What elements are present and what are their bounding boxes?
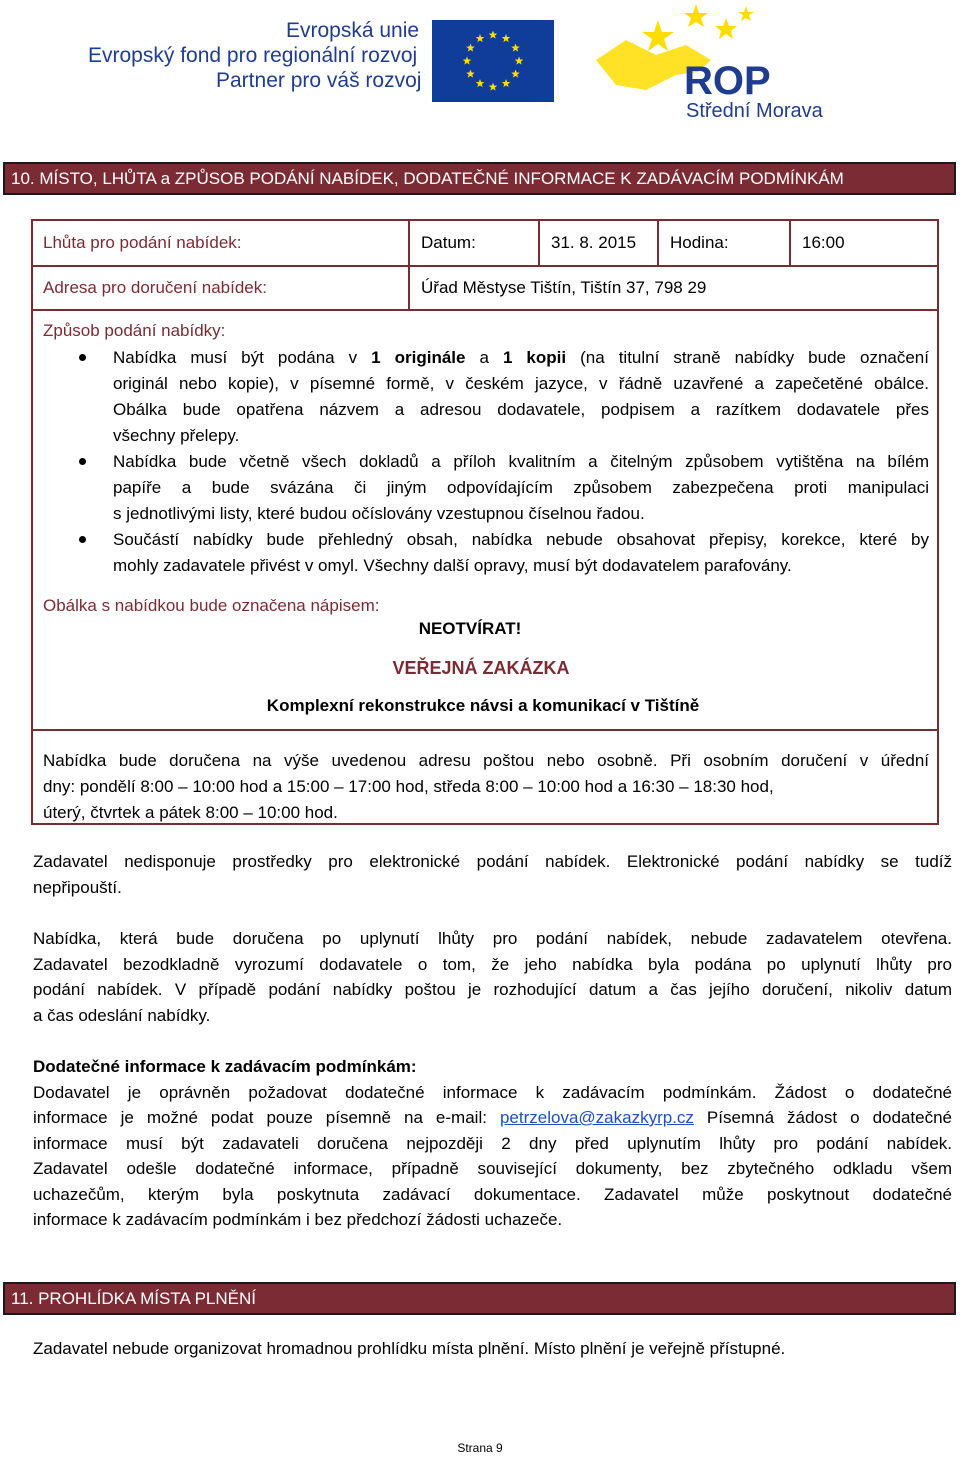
late-submission-paragraph: Nabídka, která bude doručena po uplynutí lhůty pro podání nabídek, nebude zadavatelem otevřena. Zadavatel bezodkladně vyrozumí dodavatele o tom, že jeho nabídka byla podána po uplynutí lhůty pro podání nabídek. V případě podání nabídky poštou je rozhodující datum a čas jejího doručení, nikoliv datum a čas odeslání nabídky. [33, 929, 952, 1025]
section-11-heading: 11. PROHLÍDKA MÍSTA PLNĚNÍ [3, 1282, 956, 1315]
bullet-1: Nabídka musí být podána v 1 originále a 1 kopii (na titulní straně nabídky bude označení originál nebo kopie), v písemné formě, v českém jazyce, v řádně uzavřené a zapečetěné obálce. Obálka bude opatřena názvem a adresou dodavatele, podpisem a razítkem dodavatele přes všechny přelepy. [113, 345, 929, 449]
bullet-dot [79, 458, 86, 465]
envelope-label: Obálka s nabídkou bude označena nápisem: [43, 596, 380, 615]
bullet-dot [79, 354, 86, 361]
date-label: Datum: [421, 233, 476, 252]
section-10-heading: 10. MÍSTO, LHŮTA a ZPŮSOB PODÁNÍ NABÍDEK, DODATEČNÉ INFORMACE K ZADÁVACÍM PODMÍNKÁM [3, 162, 956, 195]
eu-fund-logo-text [88, 18, 428, 93]
bullet-1-line-4: všechny přelepy. [113, 426, 240, 445]
date-value: 31. 8. 2015 [551, 233, 637, 252]
email-link[interactable]: petrzelova@zakazkyrp.cz [499, 1108, 694, 1127]
address-row [33, 267, 937, 311]
bullet-1-line-3: Obálka bude opatřena názvem a adresou dodavatele, podpisem a razítkem dodavatele přes [113, 400, 929, 419]
envelope-do-not-open: NEOTVÍRAT! [418, 619, 522, 638]
eu-line-1: Evropská unie [286, 19, 420, 42]
bullet-dot [79, 536, 86, 543]
address-label: Adresa pro doručení nabídek: [43, 278, 267, 297]
rop-subtitle: Střední Morava [686, 100, 823, 122]
bullet-3: Součástí nabídky bude přehledný obsah, nabídka nebude obsahovat přepisy, korekce, které by mohly zadavatele přivést v omyl. Všechny další opravy, musí být dodavatelem parafovány. [113, 530, 929, 575]
rop-logo [586, 0, 846, 125]
address-value: Úřad Městyse Tištín, Tištín 37, 798 29 [421, 278, 707, 297]
delivery-info: Nabídka bude doručena na výše uvedenou adresu poštou nebo osobně. Při osobním doručení v úřední dny: pondělí 8:00 – 10:00 hod a 15:00 – 17:00 hod, středa 8:00 – 10:00 hod a 16:30 – 18:30 hod, úterý, čtvrtek a pátek 8:00 – 10:00 hod. [43, 751, 929, 822]
method-label: Způsob podání nabídky: [43, 321, 226, 340]
envelope-contract-name: Komplexní rekonstrukce návsi a komunikací v Tištíně [266, 696, 700, 715]
eu-flag-icon [432, 20, 554, 102]
hour-label: Hodina: [670, 233, 729, 252]
hour-value: 16:00 [802, 233, 845, 252]
bullet-2: Nabídka bude včetně všech dokladů a příloh kvalitním a čitelným způsobem vytištěna na bílém papíře a bude svázána či jiným odpovídajícím způsobem zabezpečena proti manipulaci s jednotlivými listy, které budou očíslovány vzestupnou číselnou řadou. [113, 452, 929, 523]
eu-line-2: Evropský fond pro regionální rozvoj [88, 44, 418, 67]
rop-title: ROP [684, 59, 771, 103]
deadline-label: Lhůta pro podání nabídek: [43, 233, 242, 252]
electronic-submission-paragraph: Zadavatel nedisponuje prostředky pro elektronické podání nabídek. Elektronické podání nabídky se tudíž nepřipouští. [33, 852, 952, 897]
envelope-public-contract: VEŘEJNÁ ZAKÁZKA [392, 658, 570, 678]
site-visit-paragraph: Zadavatel nebude organizovat hromadnou prohlídku místa plnění. Místo plnění je veřejně přístupné. [33, 1339, 786, 1358]
page-number: Strana 9 [457, 1441, 503, 1455]
deadline-row [33, 221, 937, 267]
submission-table [31, 219, 939, 825]
bullet-1-line-2: originál nebo kopie), v písemné formě, v českém jazyce, v řádně uzavřené a zapečetěné obálce. [113, 374, 929, 393]
additional-info-heading: Dodatečné informace k zadávacím podmínkám: [33, 1057, 417, 1076]
additional-info-paragraph: Dodatečné informace k zadávacím podmínkám: Dodavatel je oprávněn požadovat dodatečné informace k zadávacím podmínkám. Žádost o dodatečné informace je možné podat pouze písemně na e-mail: petrzelova@zakazkyrp.cz Písemná žádost o dodatečné informace musí být zadavateli doručena nejpozději 2 dny před uplynutím lhůty pro podání nabídek. Zadavatel odešle dodatečné informace, případně související dokumenty, bez zbytečného odkladu všem uchazečům, kterým byla poskytnuta zadávací dokumentace. Zadavatel může poskytnout dodatečné informace k zadávacím podmínkám i bez předchozí žádosti uchazeče. [33, 1054, 952, 1233]
eu-line-3: Partner pro váš rozvoj [216, 69, 422, 92]
